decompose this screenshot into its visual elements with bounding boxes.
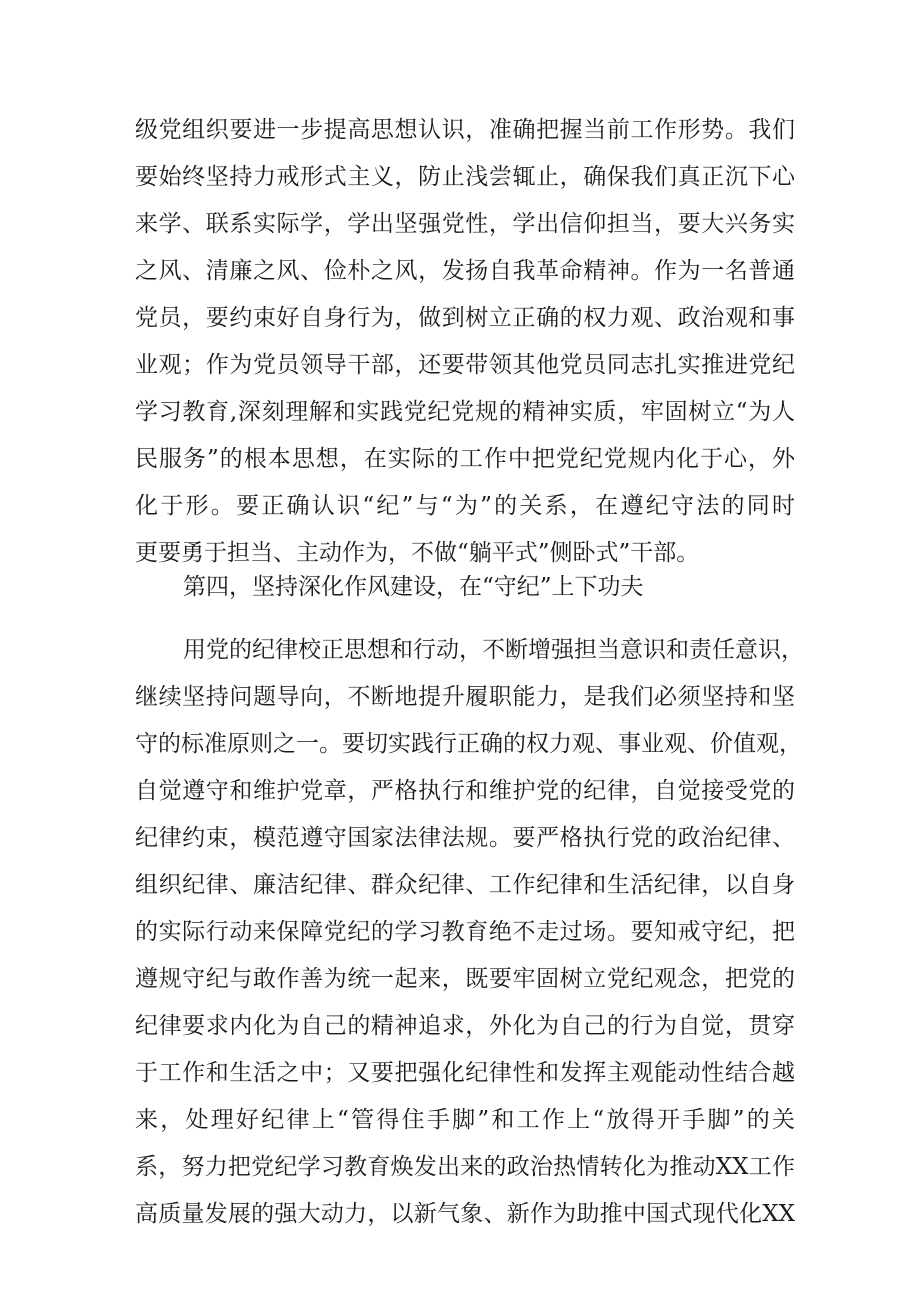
text-line: 用党的纪律校正思想和行动，不断增强担当意识和责任意识， — [183, 637, 804, 663]
section-heading — [135, 564, 795, 611]
text-line: 纪律要求内化为自己的精神追求，外化为自己的行为自觉，贯穿 — [135, 1013, 795, 1039]
heading-text: 第四，坚持深化作风建设，在“守纪”上下功夫 — [183, 574, 644, 600]
paragraph-body — [135, 627, 804, 1238]
text-line: 于工作和生活之中；又要把强化纪律性和发挥主观能动性结合越 — [135, 1060, 795, 1086]
text-line: 的实际行动来保障党纪的学习教育绝不走过场。要知戒守纪，把 — [135, 919, 795, 945]
text-line: 化于形。要正确认识“纪”与“为”的关系，在遵纪守法的同时 — [135, 493, 795, 519]
text-line: 高质量发展的强大动力，以新气象、新作为助推中国式现代化XX — [135, 1201, 795, 1227]
text-line: 来学、联系实际学，学出坚强党性，学出信仰担当，要大兴务实 — [135, 211, 795, 237]
text-line: 级党组织要进一步提高思想认识，准确把握当前工作形势。我们 — [135, 117, 795, 143]
text-line: 更要勇于担当、主动作为，不做“躺平式”侧卧式”干部。 — [135, 540, 700, 566]
text-line: 组织纪律、廉洁纪律、群众纪律、工作纪律和生活纪律，以自身 — [135, 872, 795, 898]
text-line: 之风、清廉之风、俭朴之风，发扬自我革命精神。作为一名普通 — [135, 258, 795, 284]
text-line: 党员，要约束好自身行为，做到树立正确的权力观、政治观和事 — [135, 305, 795, 331]
text-line: 要始终坚持力戒形式主义，防止浅尝辄止，确保我们真正沉下心 — [135, 164, 795, 190]
text-line: 民服务”的根本思想，在实际的工作中把党纪党规内化于心，外 — [135, 446, 795, 472]
text-line: 学习教育,深刻理解和实践党纪党规的精神实质，牢固树立“为人 — [135, 399, 795, 425]
text-line: 系，努力把党纪学习教育焕发出来的政治热情转化为推动XX工作 — [135, 1154, 795, 1180]
text-line: 继续坚持问题导向，不断地提升履职能力，是我们必须坚持和坚 — [135, 684, 795, 710]
text-line: 来，处理好纪律上“管得住手脚”和工作上“放得开手脚”的关 — [135, 1107, 795, 1133]
text-line: 遵规守纪与敢作善为统一起来，既要牢固树立党纪观念，把党的 — [135, 966, 795, 992]
text-line: 守的标准原则之一。要切实践行正确的权力观、事业观、价值观， — [135, 731, 802, 757]
text-line: 纪律约束，模范遵守国家法律法规。要严格执行党的政治纪律、 — [135, 825, 795, 851]
paragraph-continued — [135, 107, 795, 577]
text-line: 自觉遵守和维护党章，严格执行和维护党的纪律，自觉接受党的 — [135, 778, 795, 804]
text-line: 业观；作为党员领导干部，还要带领其他党员同志扎实推进党纪 — [135, 352, 795, 378]
